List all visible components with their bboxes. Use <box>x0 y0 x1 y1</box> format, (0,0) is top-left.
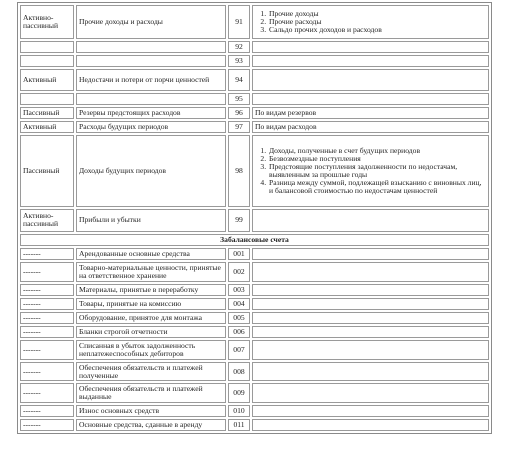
account-row <box>20 41 489 53</box>
account-name-cell: Товарно-материальные ценности, принятые на ответственное хранение <box>76 262 226 282</box>
account-row <box>20 209 489 232</box>
account-type-cell: Пассивный <box>20 135 74 207</box>
account-name-cell: Износ основных средств <box>76 405 226 417</box>
subaccounts-cell <box>252 5 489 39</box>
account-type-cell: ------- <box>20 362 74 382</box>
subaccount-item: 1. Прочие доходы <box>268 10 486 18</box>
off-balance-section-title: Забалансовые счета <box>20 234 489 246</box>
account-name-cell: Списанная в убыток задолженность неплатежеспособных дебиторов <box>76 340 226 360</box>
account-number-cell: 007 <box>228 340 250 360</box>
subaccounts-cell <box>252 93 489 105</box>
account-number-cell: 009 <box>228 383 250 403</box>
account-name-cell <box>76 55 226 67</box>
account-name-cell: Резервы предстоящих расходов <box>76 107 226 119</box>
account-number-cell: 97 <box>228 121 250 133</box>
subaccounts-cell <box>252 262 489 282</box>
subaccounts-cell: По видам расходов <box>252 121 489 133</box>
account-name-cell <box>76 93 226 105</box>
account-type-cell <box>20 55 74 67</box>
account-type-cell: Активно-пассивный <box>20 5 74 39</box>
account-type-cell: Активно-пассивный <box>20 209 74 232</box>
subaccounts-cell: По видам резервов <box>252 107 489 119</box>
account-name-cell: Расходы будущих периодов <box>76 121 226 133</box>
off-balance-row <box>20 248 489 260</box>
account-number-cell: 006 <box>228 326 250 338</box>
account-number-cell: 011 <box>228 419 250 431</box>
account-number-cell: 005 <box>228 312 250 324</box>
account-name-cell: Основные средства, сданные в аренду <box>76 419 226 431</box>
subaccounts-cell <box>252 405 489 417</box>
account-type-cell: ------- <box>20 383 74 403</box>
subaccounts-cell <box>252 340 489 360</box>
account-number-cell: 91 <box>228 5 250 39</box>
account-name-cell: Оборудование, принятое для монтажа <box>76 312 226 324</box>
account-type-cell: ------- <box>20 340 74 360</box>
account-number-cell: 002 <box>228 262 250 282</box>
account-number-cell: 003 <box>228 284 250 296</box>
subaccounts-cell <box>252 55 489 67</box>
account-type-cell: ------- <box>20 405 74 417</box>
account-row <box>20 55 489 67</box>
subaccounts-cell <box>252 383 489 403</box>
account-number-cell: 008 <box>228 362 250 382</box>
account-name-cell: Бланки строгой отчетности <box>76 326 226 338</box>
account-name-cell <box>76 41 226 53</box>
account-number-cell: 92 <box>228 41 250 53</box>
account-name-cell: Прочие доходы и расходы <box>76 5 226 39</box>
account-name-cell: Прибыли и убытки <box>76 209 226 232</box>
off-balance-row <box>20 405 489 417</box>
off-balance-row <box>20 362 489 382</box>
subaccounts-cell <box>252 326 489 338</box>
subaccount-list <box>255 10 486 34</box>
subaccount-item: 4. Разница между суммой, подлежащей взысканию с виновных лиц, и балансовой стоимостью по недостачам ценностей <box>268 179 486 195</box>
account-name-cell: Доходы будущих периодов <box>76 135 226 207</box>
account-type-cell <box>20 93 74 105</box>
account-row <box>20 121 489 133</box>
subaccounts-cell <box>252 298 489 310</box>
account-row <box>20 69 489 91</box>
account-type-cell: Активный <box>20 121 74 133</box>
subaccount-item: 3. Предстоящие поступления задолженности по недостачам, выявленным за прошлые годы <box>268 163 486 179</box>
subaccount-item: 2. Прочие расходы <box>268 18 486 26</box>
subaccounts-cell <box>252 209 489 232</box>
account-name-cell: Материалы, принятые в переработку <box>76 284 226 296</box>
account-number-cell: 96 <box>228 107 250 119</box>
accounts-table <box>17 2 492 434</box>
off-balance-row <box>20 298 489 310</box>
subaccounts-cell <box>252 362 489 382</box>
accounts-table-body <box>20 5 489 431</box>
subaccounts-cell <box>252 284 489 296</box>
account-name-cell: Обеспечения обязательств и платежей полученные <box>76 362 226 382</box>
account-row <box>20 107 489 119</box>
account-name-cell: Арендованные основные средства <box>76 248 226 260</box>
account-type-cell: ------- <box>20 248 74 260</box>
account-row <box>20 93 489 105</box>
off-balance-row <box>20 383 489 403</box>
account-type-cell: ------- <box>20 298 74 310</box>
account-type-cell: ------- <box>20 284 74 296</box>
subaccount-list <box>255 147 486 195</box>
account-number-cell: 93 <box>228 55 250 67</box>
account-name-cell: Недостачи и потери от порчи ценностей <box>76 69 226 91</box>
account-name-cell: Обеспечения обязательств и платежей выданные <box>76 383 226 403</box>
account-number-cell: 001 <box>228 248 250 260</box>
account-number-cell: 004 <box>228 298 250 310</box>
account-type-cell: ------- <box>20 312 74 324</box>
account-number-cell: 94 <box>228 69 250 91</box>
account-number-cell: 99 <box>228 209 250 232</box>
subaccounts-cell <box>252 135 489 207</box>
account-name-cell: Товары, принятые на комиссию <box>76 298 226 310</box>
account-number-cell: 98 <box>228 135 250 207</box>
section-header-row <box>20 234 489 246</box>
off-balance-row <box>20 340 489 360</box>
account-type-cell: ------- <box>20 262 74 282</box>
subaccount-item: 2. Безвозмездные поступления <box>268 155 486 163</box>
account-type-cell: Активный <box>20 69 74 91</box>
subaccounts-cell <box>252 69 489 91</box>
account-number-cell: 010 <box>228 405 250 417</box>
subaccount-item: 1. Доходы, полученные в счет будущих периодов <box>268 147 486 155</box>
subaccounts-cell <box>252 41 489 53</box>
off-balance-row <box>20 284 489 296</box>
off-balance-row <box>20 419 489 431</box>
account-type-cell: Пассивный <box>20 107 74 119</box>
off-balance-row <box>20 262 489 282</box>
account-number-cell: 95 <box>228 93 250 105</box>
account-type-cell: ------- <box>20 326 74 338</box>
off-balance-row <box>20 312 489 324</box>
account-type-cell <box>20 41 74 53</box>
subaccounts-cell <box>252 419 489 431</box>
account-type-cell: ------- <box>20 419 74 431</box>
account-row <box>20 135 489 207</box>
subaccounts-cell <box>252 248 489 260</box>
subaccounts-cell <box>252 312 489 324</box>
subaccount-item: 3. Сальдо прочих доходов и расходов <box>268 26 486 34</box>
off-balance-row <box>20 326 489 338</box>
account-row <box>20 5 489 39</box>
